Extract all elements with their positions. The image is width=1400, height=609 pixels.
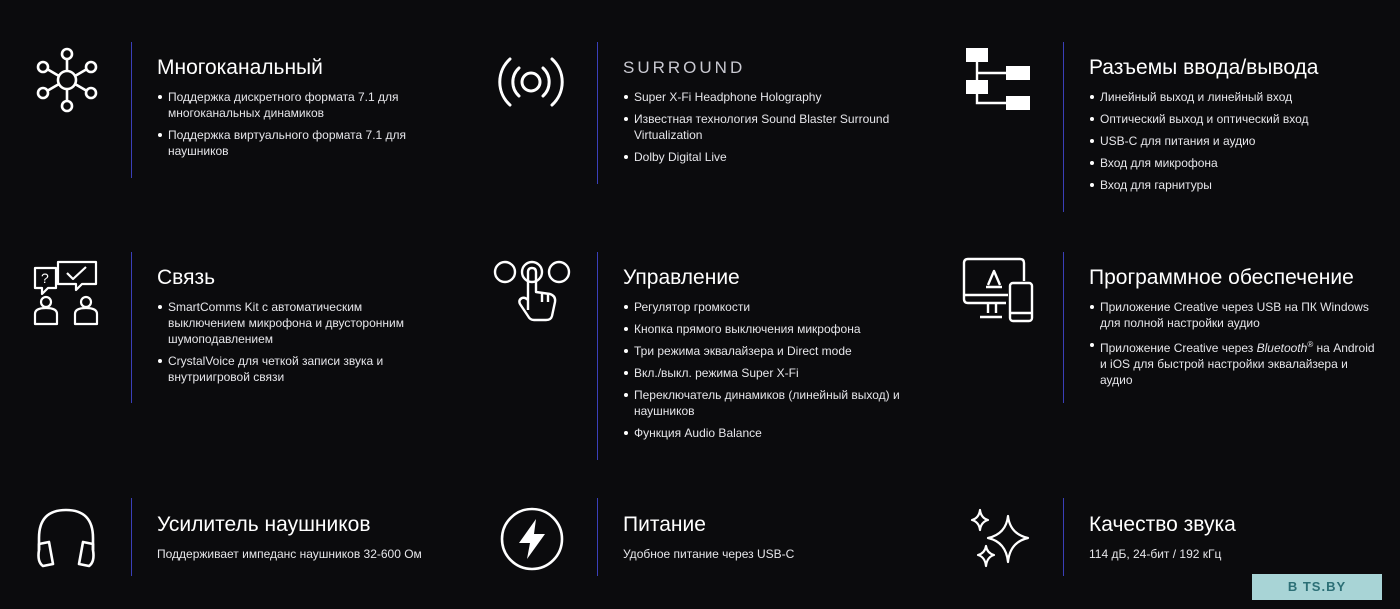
content-communication (157, 265, 447, 391)
headphones-icon (33, 506, 99, 570)
divider-io (1063, 42, 1064, 212)
list-item: Вкл./выкл. режима Super X-Fi (623, 365, 913, 381)
content-control (623, 265, 913, 447)
list-item (1089, 337, 1379, 388)
divider-surround (597, 42, 598, 184)
divider-communication (131, 252, 132, 403)
content-quality (1089, 512, 1379, 562)
bluetooth-word: Bluetooth (1256, 341, 1308, 355)
amp-text: Поддерживает импеданс наушников 32-600 Ом (157, 547, 422, 561)
content-io (1089, 55, 1379, 199)
communication-title: Связь (157, 266, 216, 289)
sparkles-icon (968, 508, 1030, 570)
quality-text: 114 дБ, 24-бит / 192 кГц (1089, 547, 1222, 561)
divider-amp (131, 498, 132, 576)
communication-list (157, 299, 422, 385)
software-list (1089, 299, 1379, 388)
divider-quality (1063, 498, 1064, 576)
list-item: Dolby Digital Live (623, 149, 913, 165)
multichannel-list (157, 89, 447, 159)
divider-multichannel (131, 42, 132, 178)
list-item: CrystalVoice для четкой записи звука и внутриигровой связи (157, 353, 422, 385)
connectors-diagram-icon (964, 46, 1032, 114)
list-item: Кнопка прямого выключения микрофона (623, 321, 913, 337)
software-title: Программное обеспечение (1089, 266, 1354, 289)
multichannel-title: Многоканальный (157, 56, 323, 79)
software-item2-before: Приложение Creative через (1100, 341, 1257, 355)
touch-buttons-icon (494, 260, 570, 324)
divider-power (597, 498, 598, 576)
divider-control (597, 252, 598, 460)
list-item: Переключатель динамиков (линейный выход) и наушников (623, 387, 913, 419)
list-item: SmartComms Kit с автоматическим выключением микрофона и двусторонним шумоподавлением (157, 299, 422, 347)
list-item: Поддержка виртуального формата 7.1 для наушников (157, 127, 447, 159)
list-item: Вход для микрофона (1089, 155, 1379, 171)
list-item: Три режима эквалайзера и Direct mode (623, 343, 913, 359)
svg-text:?: ? (41, 270, 49, 286)
io-title: Разъемы ввода/вывода (1089, 56, 1319, 79)
list-item: Поддержка дискретного формата 7.1 для многоканальных динамиков (157, 89, 447, 121)
chat-people-icon (32, 258, 100, 326)
list-item: Приложение Creative через USB на ПК Windows для полной настройки аудио (1089, 299, 1379, 331)
io-list (1089, 89, 1379, 193)
amp-title: Усилитель наушников (157, 513, 371, 536)
surround-list (623, 89, 913, 165)
divider-software (1063, 252, 1064, 403)
quality-title: Качество звука (1089, 513, 1236, 536)
content-amp (157, 512, 457, 562)
content-power (623, 512, 913, 562)
power-text: Удобное питание через USB-C (623, 547, 795, 561)
monitor-phone-icon (962, 257, 1034, 325)
list-item: Оптический выход и оптический вход (1089, 111, 1379, 127)
list-item: Линейный выход и линейный вход (1089, 89, 1379, 105)
content-surround (623, 55, 913, 171)
list-item: Вход для гарнитуры (1089, 177, 1379, 193)
power-title: Питание (623, 513, 706, 536)
list-item: Super X-Fi Headphone Holography (623, 89, 913, 105)
surround-sound-icon (497, 48, 565, 116)
list-item: USB-C для питания и аудио (1089, 133, 1379, 149)
network-nodes-icon (33, 46, 101, 114)
surround-title: SURROUND (623, 58, 746, 77)
watermark-badge: B TS.BY (1252, 574, 1382, 600)
control-list (623, 299, 913, 441)
content-software (1089, 265, 1379, 394)
registered-mark: ® (1307, 340, 1314, 349)
list-item: Регулятор громкости (623, 299, 913, 315)
control-title: Управление (623, 266, 740, 289)
list-item: Известная технология Sound Blaster Surround Virtualization (623, 111, 913, 143)
lightning-icon (499, 506, 565, 572)
content-multichannel (157, 55, 447, 165)
list-item: Функция Audio Balance (623, 425, 913, 441)
software-item2-after: на Android и iOS для быстрой настройки эквалайзера и аудио (1100, 341, 1375, 387)
